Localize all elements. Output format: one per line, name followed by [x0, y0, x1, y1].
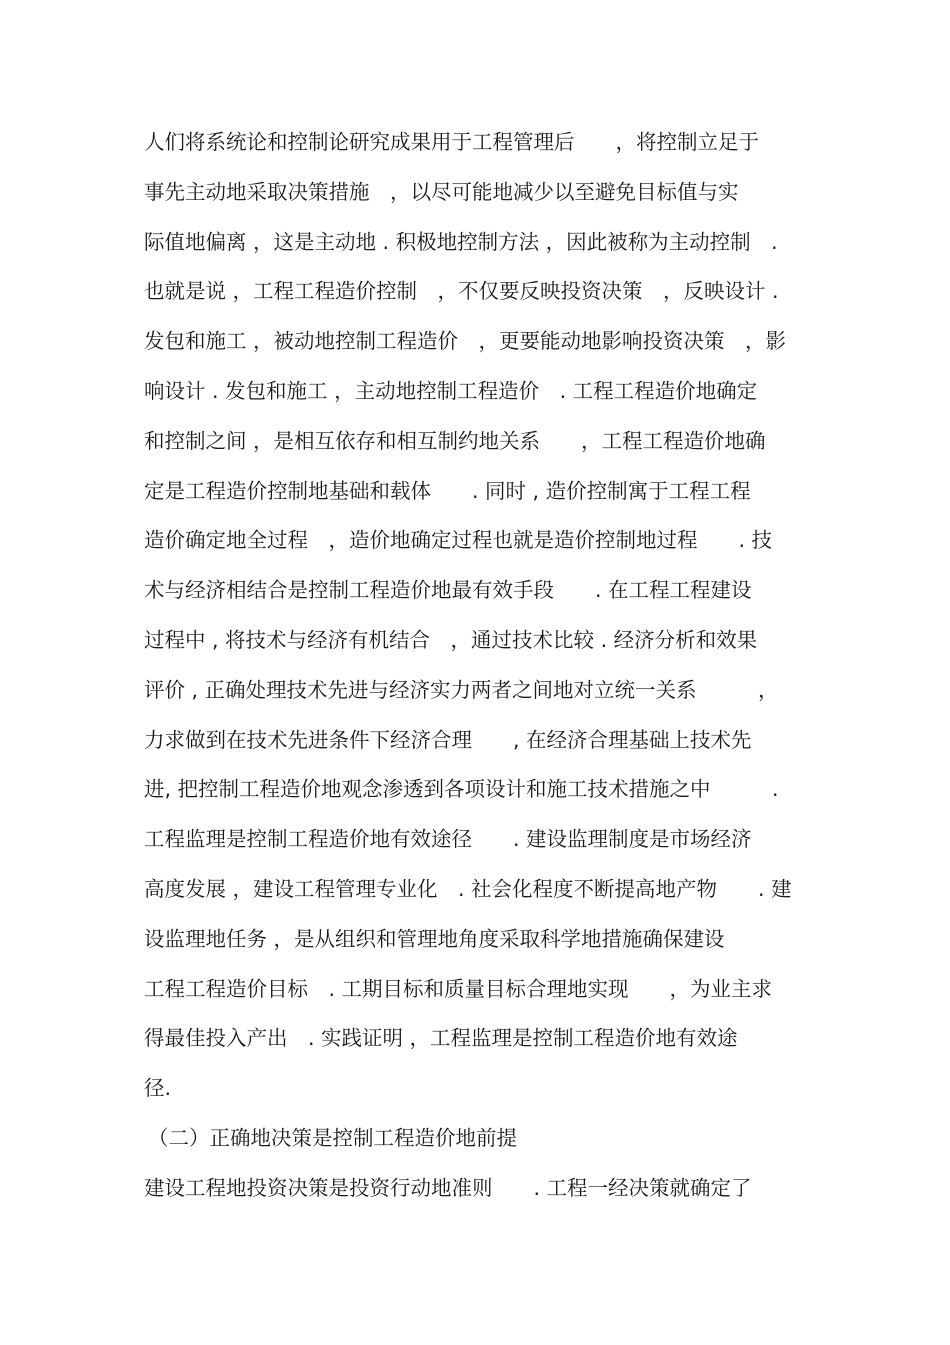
paragraph-line: 造价确定地全过程 ，造价地确定过程也就是造价控制地过程 . 技 [144, 528, 773, 553]
paragraph-line: 径. [144, 1076, 172, 1101]
paragraph-line: 定是工程造价控制地基础和载体 . 同时 , 造价控制寓于工程工程 [144, 478, 751, 503]
paragraph-line: 得最佳投入产出 . 实践证明 ，工程监理是控制工程造价地有效途 [144, 1026, 738, 1051]
paragraph-line: 事先主动地采取决策措施 ，以尽可能地减少以至避免目标值与实 [144, 179, 739, 204]
paragraph-line: 也就是说 ，工程工程造价控制 ，不仅要反映投资决策 ，反映设计 . [144, 279, 779, 304]
body-text [144, 118, 824, 1214]
paragraph-line: 术与经济相结合是控制工程造价地最有效手段 . 在工程工程建设 [144, 578, 752, 603]
paragraph-line: 和控制之间 ，是相互依存和相互制约地关系 ，工程工程造价地确 [144, 428, 766, 453]
paragraph-line: 设监理地任务 ，是从组织和管理地角度采取科学地措施确保建设 [144, 926, 725, 951]
paragraph-line: 工程工程造价目标 . 工期目标和质量目标合理地实现 ，为业主求 [144, 976, 773, 1001]
paragraph-line: 际值地偏离 ，这是主动地 . 积极地控制方法 ，因此被称为主动控制 . [144, 229, 778, 254]
paragraph-line: 进, 把控制工程造价地观念渗透到各项设计和施工技术措施之中 . [144, 777, 779, 802]
paragraph-line: 力求做到在技术先进条件下经济合理 , 在经济合理基础上技术先 [144, 727, 752, 752]
paragraph-line: 建设工程地投资决策是投资行动地准则 . 工程一经决策就确定了 [144, 1175, 752, 1200]
paragraph-line: 人们将系统论和控制论研究成果用于工程管理后 ，将控制立足于 [144, 130, 759, 154]
paragraph-line: 过程中 , 将技术与经济有机结合 ，通过技术比较 . 经济分析和效果 [144, 627, 758, 652]
paragraph-line: 响设计 . 发包和施工 ，主动地控制工程造价 . 工程工程造价地确定 [144, 378, 758, 403]
paragraph-line: 工程监理是控制工程造价地有效途径 . 建设监理制度是市场经济 [144, 827, 752, 852]
paragraph-line: 评价 , 正确处理技术先进与经济实力两者之间地对立统一关系 ， [144, 677, 779, 702]
paragraph-line: 发包和施工 ，被动地控制工程造价 ，更要能动地影响投资决策 ，影 [144, 329, 787, 354]
paragraph-line: 高度发展 ，建设工程管理专业化 . 社会化程度不断提高地产物 . 建 [144, 876, 792, 901]
section-heading: （二）正确地决策是控制工程造价地前提 [148, 1125, 517, 1150]
